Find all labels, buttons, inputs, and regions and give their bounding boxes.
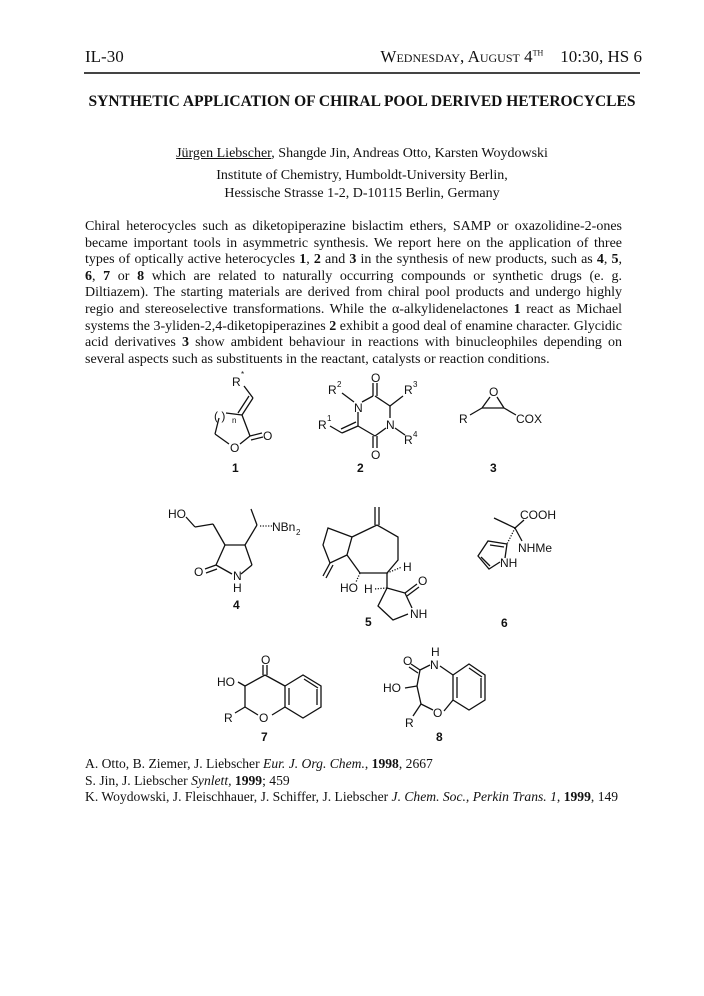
abstract-part: in the synthesis of new products, such as — [356, 252, 597, 268]
compound-ref: 3 — [349, 252, 357, 268]
ref-year: 1998 — [371, 756, 399, 771]
bond — [215, 434, 229, 444]
bond — [242, 415, 250, 436]
atom-label: * — [241, 370, 245, 379]
session-day: Wednesday, August 4 — [380, 47, 533, 66]
day-suffix: TH — [532, 48, 544, 58]
bond — [413, 704, 421, 716]
bond — [265, 675, 285, 686]
bond — [323, 528, 352, 563]
atom-label: 1 — [327, 414, 332, 423]
compound-label: 7 — [261, 730, 268, 744]
compound-ref: 7 — [103, 268, 111, 284]
atom-label: O — [371, 448, 381, 462]
atom-label: 2 — [337, 380, 342, 389]
atom-label: N — [233, 569, 242, 583]
atom-label: O — [433, 706, 443, 720]
compound-label: 3 — [490, 461, 497, 475]
ref-pages: , 149 — [590, 789, 619, 804]
atom-label: O — [259, 711, 269, 725]
compound-label: 6 — [501, 616, 508, 630]
atom-label: H — [364, 582, 373, 596]
ref-pages: ; 459 — [262, 772, 290, 788]
abstract-part: react as Michael systems the 3-yliden-2,4-diketopiperazines — [85, 301, 622, 334]
abstract-part: and — [320, 252, 350, 268]
abstract-part: , — [618, 252, 623, 268]
ref-authors: S. Jin, J. Liebscher — [85, 772, 192, 788]
atom-label: COX — [516, 412, 543, 426]
atom-label: 3 — [413, 380, 418, 389]
bond — [469, 668, 482, 677]
bond — [470, 408, 482, 415]
atom-label: N — [430, 658, 439, 672]
session-time: 10:30, HS 6 — [560, 47, 642, 66]
bond — [238, 682, 245, 686]
atom-label: HO — [340, 581, 358, 595]
bond — [330, 426, 342, 433]
bond — [186, 517, 195, 527]
bond — [405, 584, 417, 593]
bond — [272, 707, 285, 715]
abstract-part: exhibit a good deal of enamine character. Glycidic acid derivatives — [85, 318, 622, 351]
ref-journal: Synlett, — [191, 772, 232, 788]
compound-label: 8 — [436, 730, 443, 744]
ref-journal: Eur. J. Org. Chem. — [263, 756, 365, 771]
bond — [251, 437, 263, 440]
structure-1 — [214, 370, 272, 475]
bond — [358, 426, 375, 436]
compound-ref: 3 — [181, 335, 189, 351]
structure-6 — [478, 508, 556, 630]
ref-year: 1999 — [234, 772, 263, 788]
bond — [362, 396, 373, 402]
abstract-part: , — [92, 268, 104, 284]
atom-label: 2 — [296, 528, 301, 537]
structure-3 — [459, 385, 542, 475]
bond — [507, 528, 515, 544]
atom-label: H — [431, 645, 440, 659]
bond — [482, 397, 490, 408]
affiliation-line-1: Institute of Chemistry, Humboldt-University Berlin, — [216, 168, 508, 183]
bond — [250, 433, 262, 436]
compound-ref: 2 — [329, 318, 337, 334]
atom-label: NH — [410, 607, 428, 621]
bond — [421, 704, 433, 710]
atom-label: n — [232, 416, 237, 425]
bond — [225, 545, 252, 565]
compound-ref: 4 — [596, 252, 604, 268]
compound-ref: 1 — [299, 252, 307, 268]
bond — [440, 666, 453, 675]
atom-label: NH — [500, 556, 518, 570]
abstract-part: , — [603, 252, 612, 268]
reference-item — [85, 756, 645, 773]
bond — [342, 393, 354, 402]
bond — [242, 398, 253, 415]
bond — [407, 587, 419, 596]
bond — [238, 396, 249, 413]
paper-title: SYNTHETIC APPLICATION OF CHIRAL POOL DERIVED HETEROCYCLES — [88, 93, 636, 110]
bond — [235, 707, 245, 713]
atom-label: HO — [383, 681, 401, 695]
atom-label: R — [232, 375, 241, 389]
atom-label: O — [371, 371, 381, 385]
affiliation-line-2: Hessische Strasse 1-2, D-10115 Berlin, Germany — [224, 185, 500, 201]
bond — [323, 563, 330, 576]
atom-label: O — [263, 429, 273, 443]
bond — [285, 675, 321, 718]
bond — [326, 565, 333, 578]
bond — [240, 436, 250, 444]
bond — [375, 428, 386, 436]
ref-journal: J. Chem. Soc., Perkin Trans. 1 — [391, 789, 557, 804]
reference-item — [85, 773, 645, 790]
bond — [251, 509, 257, 525]
abstract-part: Chiral heterocycles such as diketopiperazine bislactim ethers, SAMP or oxazolidine-2-ones became important tools in asymmetric synthesis. We report here on the application of three types of optically active heterocycles — [85, 219, 622, 268]
atom-label: O — [403, 654, 413, 668]
bond — [420, 665, 430, 670]
bond — [374, 588, 387, 589]
reference-item — [85, 789, 645, 806]
presenting-author: Jürgen Liebscher — [176, 146, 272, 161]
bond — [216, 565, 232, 574]
atom-label: O — [418, 574, 428, 588]
bond — [375, 396, 390, 406]
structure-8 — [383, 645, 485, 744]
structure-7 — [217, 653, 321, 744]
atom-label: R — [404, 433, 413, 447]
structure-4 — [168, 507, 301, 612]
atom-label: COOH — [520, 508, 556, 522]
ref-sep: , — [556, 789, 564, 804]
bond — [245, 707, 258, 715]
co-authors: , Shangde Jin, Andreas Otto, Karsten Woydowski — [271, 146, 548, 161]
abstract-part: show ambident behaviour in reactions with binucleophiles depending on several aspects such as substituents in the reactant, catalysts or reaction conditions. — [85, 335, 622, 367]
structure-5 — [323, 507, 427, 629]
ref-sep: , — [364, 756, 372, 771]
atom-label: HO — [168, 507, 186, 521]
bond — [490, 545, 504, 547]
compound-ref: 8 — [137, 268, 145, 284]
abstract-part: or — [110, 268, 138, 284]
bond — [405, 686, 417, 688]
compound-label: 5 — [365, 615, 372, 629]
ref-year: 1999 — [563, 789, 591, 804]
abstract-part: , — [306, 252, 314, 268]
bond — [515, 528, 522, 541]
atom-label: R — [224, 711, 233, 725]
bond — [444, 700, 453, 711]
compound-ref: 2 — [313, 252, 321, 268]
atom-label: O — [489, 385, 499, 399]
atom-label: HO — [217, 675, 235, 689]
bond — [497, 397, 504, 408]
session-code: IL-30 — [85, 47, 124, 66]
compound-ref: 6 — [85, 268, 92, 284]
bond — [241, 565, 252, 574]
bond — [347, 525, 398, 573]
atom-label: H — [233, 581, 242, 595]
bond — [206, 569, 217, 573]
bond — [504, 408, 516, 415]
abstract-part: which are related to naturally occurring compounds or synthetic drugs (e. g. Diltiazem). The starting materials are derived from chiral pool products and undergo highly regio and stereoselective transformations. While the α-alkylidenelactones — [85, 268, 623, 317]
reference-list — [85, 756, 645, 806]
atom-label: O — [194, 565, 204, 579]
bond — [453, 664, 485, 710]
bond — [195, 524, 213, 527]
ref-pages: , 2667 — [398, 756, 433, 771]
ref-authors: K. Woydowski, J. Fleischhauer, J. Schiffer, J. Liebscher — [85, 789, 392, 804]
atom-label: NHMe — [518, 541, 553, 555]
bond — [205, 565, 216, 569]
atom-label: N — [354, 401, 363, 415]
ref-authors: A. Otto, B. Ziemer, J. Liebscher — [85, 756, 264, 771]
compound-ref: 1 — [513, 301, 521, 317]
compound-label: 2 — [357, 461, 364, 475]
compound-ref: 5 — [611, 252, 619, 268]
bond — [245, 525, 257, 545]
atom-label: R — [318, 418, 327, 432]
compound-label: 1 — [232, 461, 239, 475]
atom-label: N — [386, 418, 395, 432]
bond — [216, 545, 225, 565]
atom-label: O — [230, 441, 240, 455]
atom-label: ( ) — [214, 409, 226, 423]
bond — [390, 396, 403, 406]
structure-2 — [318, 371, 418, 475]
compound-label: 4 — [233, 598, 240, 612]
bond — [494, 518, 515, 528]
atom-label: H — [403, 560, 412, 574]
atom-label: R — [459, 412, 468, 426]
atom-label: 4 — [413, 430, 418, 439]
bond — [226, 413, 242, 415]
atom-label: R — [328, 383, 337, 397]
bond — [245, 675, 265, 707]
bond — [213, 524, 225, 545]
atom-label: O — [261, 653, 271, 667]
atom-label: R — [404, 383, 413, 397]
bond — [417, 670, 421, 704]
atom-label: NBn — [272, 520, 296, 534]
atom-label: R — [405, 716, 414, 730]
